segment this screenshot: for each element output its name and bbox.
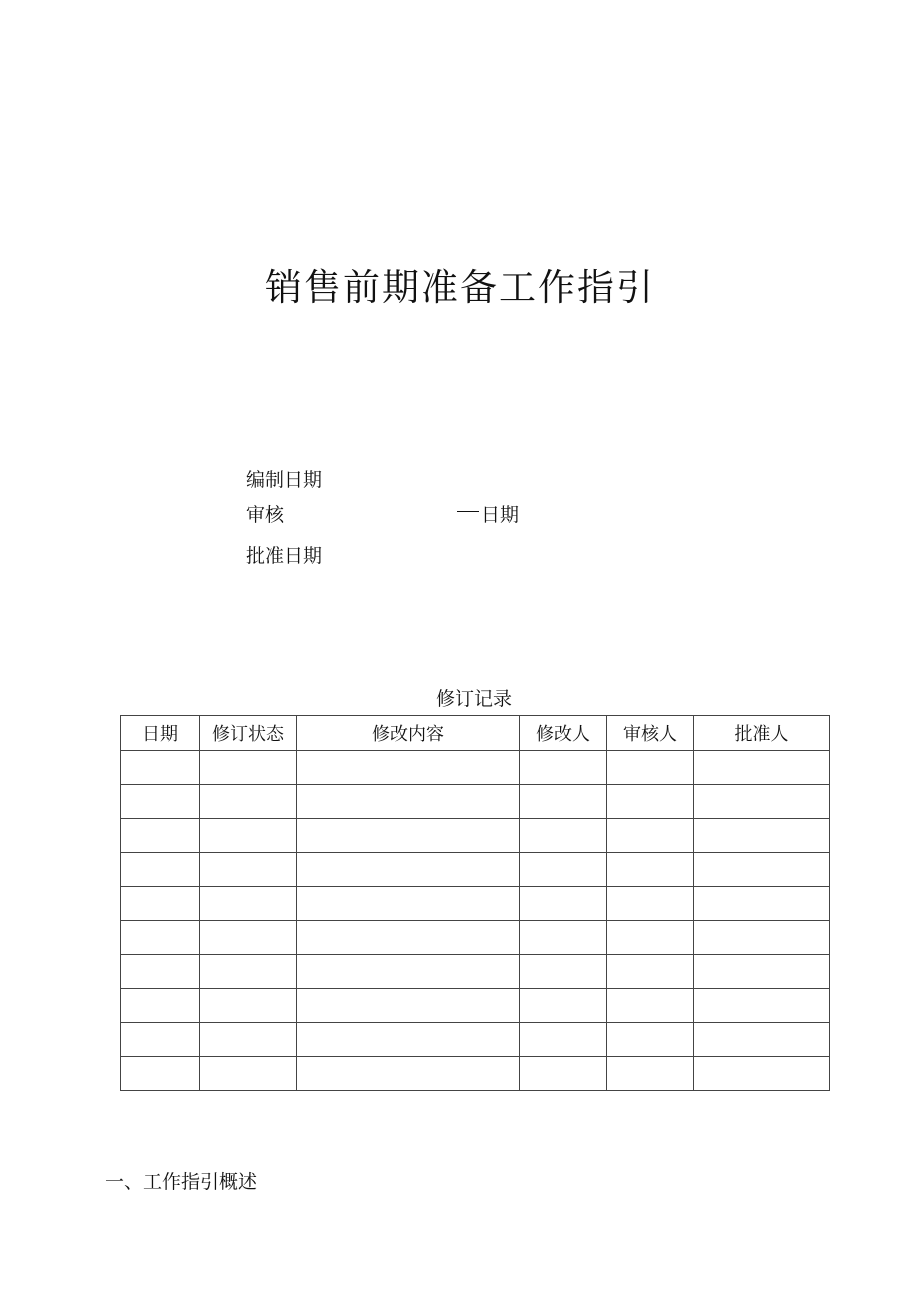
table-cell (694, 955, 830, 989)
table-cell (297, 785, 520, 819)
document-title: 销售前期准备工作指引 (265, 266, 655, 309)
table-row (121, 955, 830, 989)
table-cell (694, 989, 830, 1023)
table-cell (297, 1057, 520, 1091)
revision-table (120, 715, 830, 1091)
column-header-revision-status: 修订状态 (200, 716, 297, 751)
table-cell (121, 921, 200, 955)
table-cell (520, 921, 607, 955)
table-cell (297, 921, 520, 955)
table-cell (607, 819, 694, 853)
table-cell (520, 1057, 607, 1091)
table-cell (694, 1057, 830, 1091)
table-cell (607, 1057, 694, 1091)
table-cell (121, 853, 200, 887)
table-cell (121, 1057, 200, 1091)
revision-table-header-row (121, 716, 830, 751)
table-cell (121, 1023, 200, 1057)
table-cell (694, 785, 830, 819)
table-row (121, 853, 830, 887)
section-heading: 一、工作指引概述 (105, 1171, 258, 1193)
table-row (121, 819, 830, 853)
table-cell (607, 989, 694, 1023)
table-cell (520, 989, 607, 1023)
table-cell (607, 785, 694, 819)
table-row (121, 1057, 830, 1091)
table-cell (200, 785, 297, 819)
table-row (121, 785, 830, 819)
table-cell (200, 1057, 297, 1091)
review-label: 审核 (246, 504, 285, 526)
column-header-reviewer: 审核人 (607, 716, 694, 751)
review-date-field (457, 502, 519, 528)
table-cell (520, 819, 607, 853)
table-row (121, 887, 830, 921)
table-cell (121, 785, 200, 819)
table-cell (297, 751, 520, 785)
compile-date-label: 编制日期 (246, 469, 323, 491)
table-cell (297, 819, 520, 853)
revision-table-caption: 修订记录 (435, 688, 512, 710)
column-header-approver: 批准人 (694, 716, 830, 751)
table-cell (200, 921, 297, 955)
table-cell (607, 1023, 694, 1057)
table-cell (200, 989, 297, 1023)
table-cell (121, 955, 200, 989)
table-cell (607, 955, 694, 989)
table-cell (297, 887, 520, 921)
table-cell (607, 887, 694, 921)
table-cell (520, 853, 607, 887)
table-cell (520, 1023, 607, 1057)
table-cell (297, 1023, 520, 1057)
table-cell (121, 989, 200, 1023)
table-cell (694, 853, 830, 887)
blank-underline (457, 511, 479, 512)
table-cell (297, 853, 520, 887)
table-cell (121, 819, 200, 853)
table-row (121, 1023, 830, 1057)
table-cell (520, 955, 607, 989)
table-cell (200, 955, 297, 989)
table-cell (200, 853, 297, 887)
review-date-label: 日期 (481, 504, 520, 526)
table-cell (607, 853, 694, 887)
table-cell (200, 1023, 297, 1057)
table-cell (297, 989, 520, 1023)
revision-table-body (121, 751, 830, 1091)
approve-date-label: 批准日期 (246, 545, 323, 567)
table-cell (694, 751, 830, 785)
table-cell (200, 819, 297, 853)
table-cell (694, 921, 830, 955)
table-row (121, 921, 830, 955)
table-cell (297, 955, 520, 989)
table-cell (200, 887, 297, 921)
table-cell (200, 751, 297, 785)
table-cell (607, 751, 694, 785)
table-cell (607, 921, 694, 955)
column-header-date: 日期 (121, 716, 200, 751)
table-cell (694, 1023, 830, 1057)
table-cell (520, 785, 607, 819)
column-header-modifier: 修改人 (520, 716, 607, 751)
table-row (121, 989, 830, 1023)
table-cell (121, 887, 200, 921)
table-cell (520, 751, 607, 785)
table-cell (520, 887, 607, 921)
column-header-change-content: 修改内容 (297, 716, 520, 751)
table-cell (121, 751, 200, 785)
table-row (121, 751, 830, 785)
table-cell (694, 887, 830, 921)
table-cell (694, 819, 830, 853)
